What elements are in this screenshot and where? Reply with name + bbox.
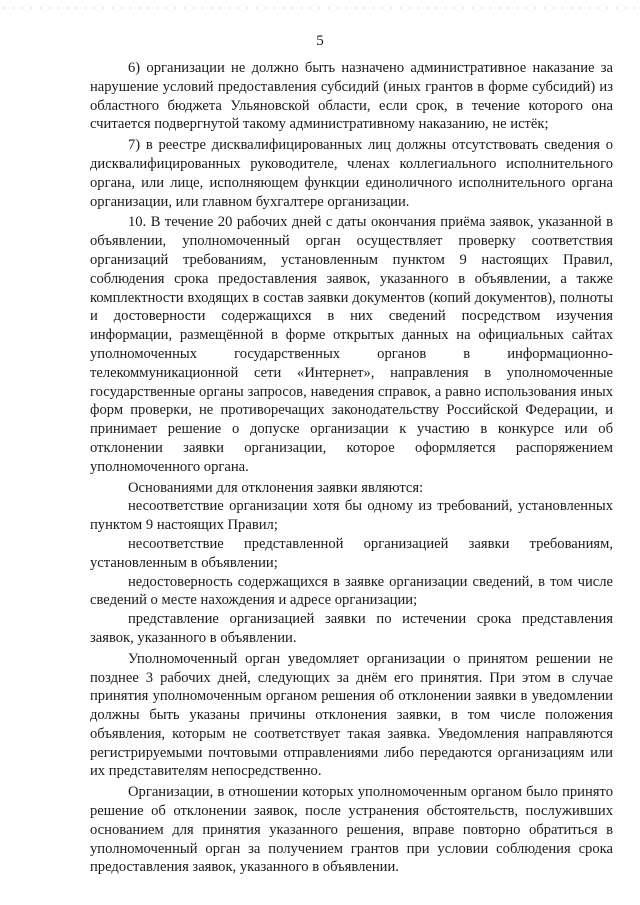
document-body [90,59,613,877]
paragraph-reapplication: Организации, в отношении которых уполномоченным органом было принято решение об отклонении заявок, после устранения обстоятельств, послуживших основанием для принятия указанного решения, вправе повторно обратиться в уполномоченный орган за получением грантов при условии соблюдения срока предоставления заявок, указанного в объявлении. [90,784,613,876]
paragraph-ground-4: представление организацией заявки по истечении срока представления заявок, указанного в объявлении. [90,611,613,646]
paragraph-item-6: 6) организации не должно быть назначено административное наказание за нарушение условий предоставления субсидий (иных грантов в форме субсидий) из областного бюджета Ульяновской области, если срок, в течение которого она считается подвергнутой такому административному наказанию, не истёк; [90,60,613,133]
scan-artifact [0,7,640,9]
paragraph-ground-1: несоответствие организации хотя бы одному из требований, установленных пунктом 9 настоящих Правил; [90,498,613,534]
paragraph-item-7: 7) в реестре дисквалифицированных лиц должны отсутствовать сведения о дисквалифицированных руководителе, членах коллегиального исполнительного органа, или лице, исполняющем функции единоличного исполнительного органа организации, или главном бухгалтере организации. [90,137,613,210]
paragraph-rejection-grounds: Основаниями для отклонения заявки являются: [128,479,424,496]
paragraph-ground-3: недостоверность содержащихся в заявке организации сведений, в том числе сведений о месте нахождения и адресе организации; [90,573,613,609]
page-number: 5 [316,33,324,49]
paragraph-ground-2: несоответствие представленной организацией заявки требованиям, установленным в объявлении; [90,535,613,571]
paragraph-notification: Уполномоченный орган уведомляет организации о принятом решении не позднее 3 рабочих дней, следующих за днём его принятия. При этом в случае принятия уполномоченным органом решения об отклонении заявки в уведомлении должны быть указаны причины отклонения заявки, в том числе положения объявления, которым не соответствует такая заявка. Уведомления направляются регистрируемыми почтовыми отправлениями либо передаются организациям или их представителям непосредственно. [90,650,613,780]
paragraph-section-10: 10. В течение 20 рабочих дней с даты окончания приёма заявок, указанной в объявлении, уполномоченный орган осуществляет проверку соответствия организаций требованиям, установленным пунктом 9 настоящих Правил, соблюдения срока предоставления заявок, указанного в объявлении, а также комплектности входящих в состав заявки документов (копий документов), полноты и достоверности содержащихся в них сведений посредством изучения информации, размещённой в форме открытых данных на официальных сайтах уполномоченных государственных органов в информационно-телекоммуникационной сети «Интернет», направления в уполномоченные государственные органы запросов, наведения справок, а равно использования иных форм проверки, не противоречащих законодательству Российской Федерации, и принимает решение о допуске организации к участию в конкурсе или об отклонении заявки организации, которое оформляется распоряжением уполномоченного органа. [90,214,613,475]
